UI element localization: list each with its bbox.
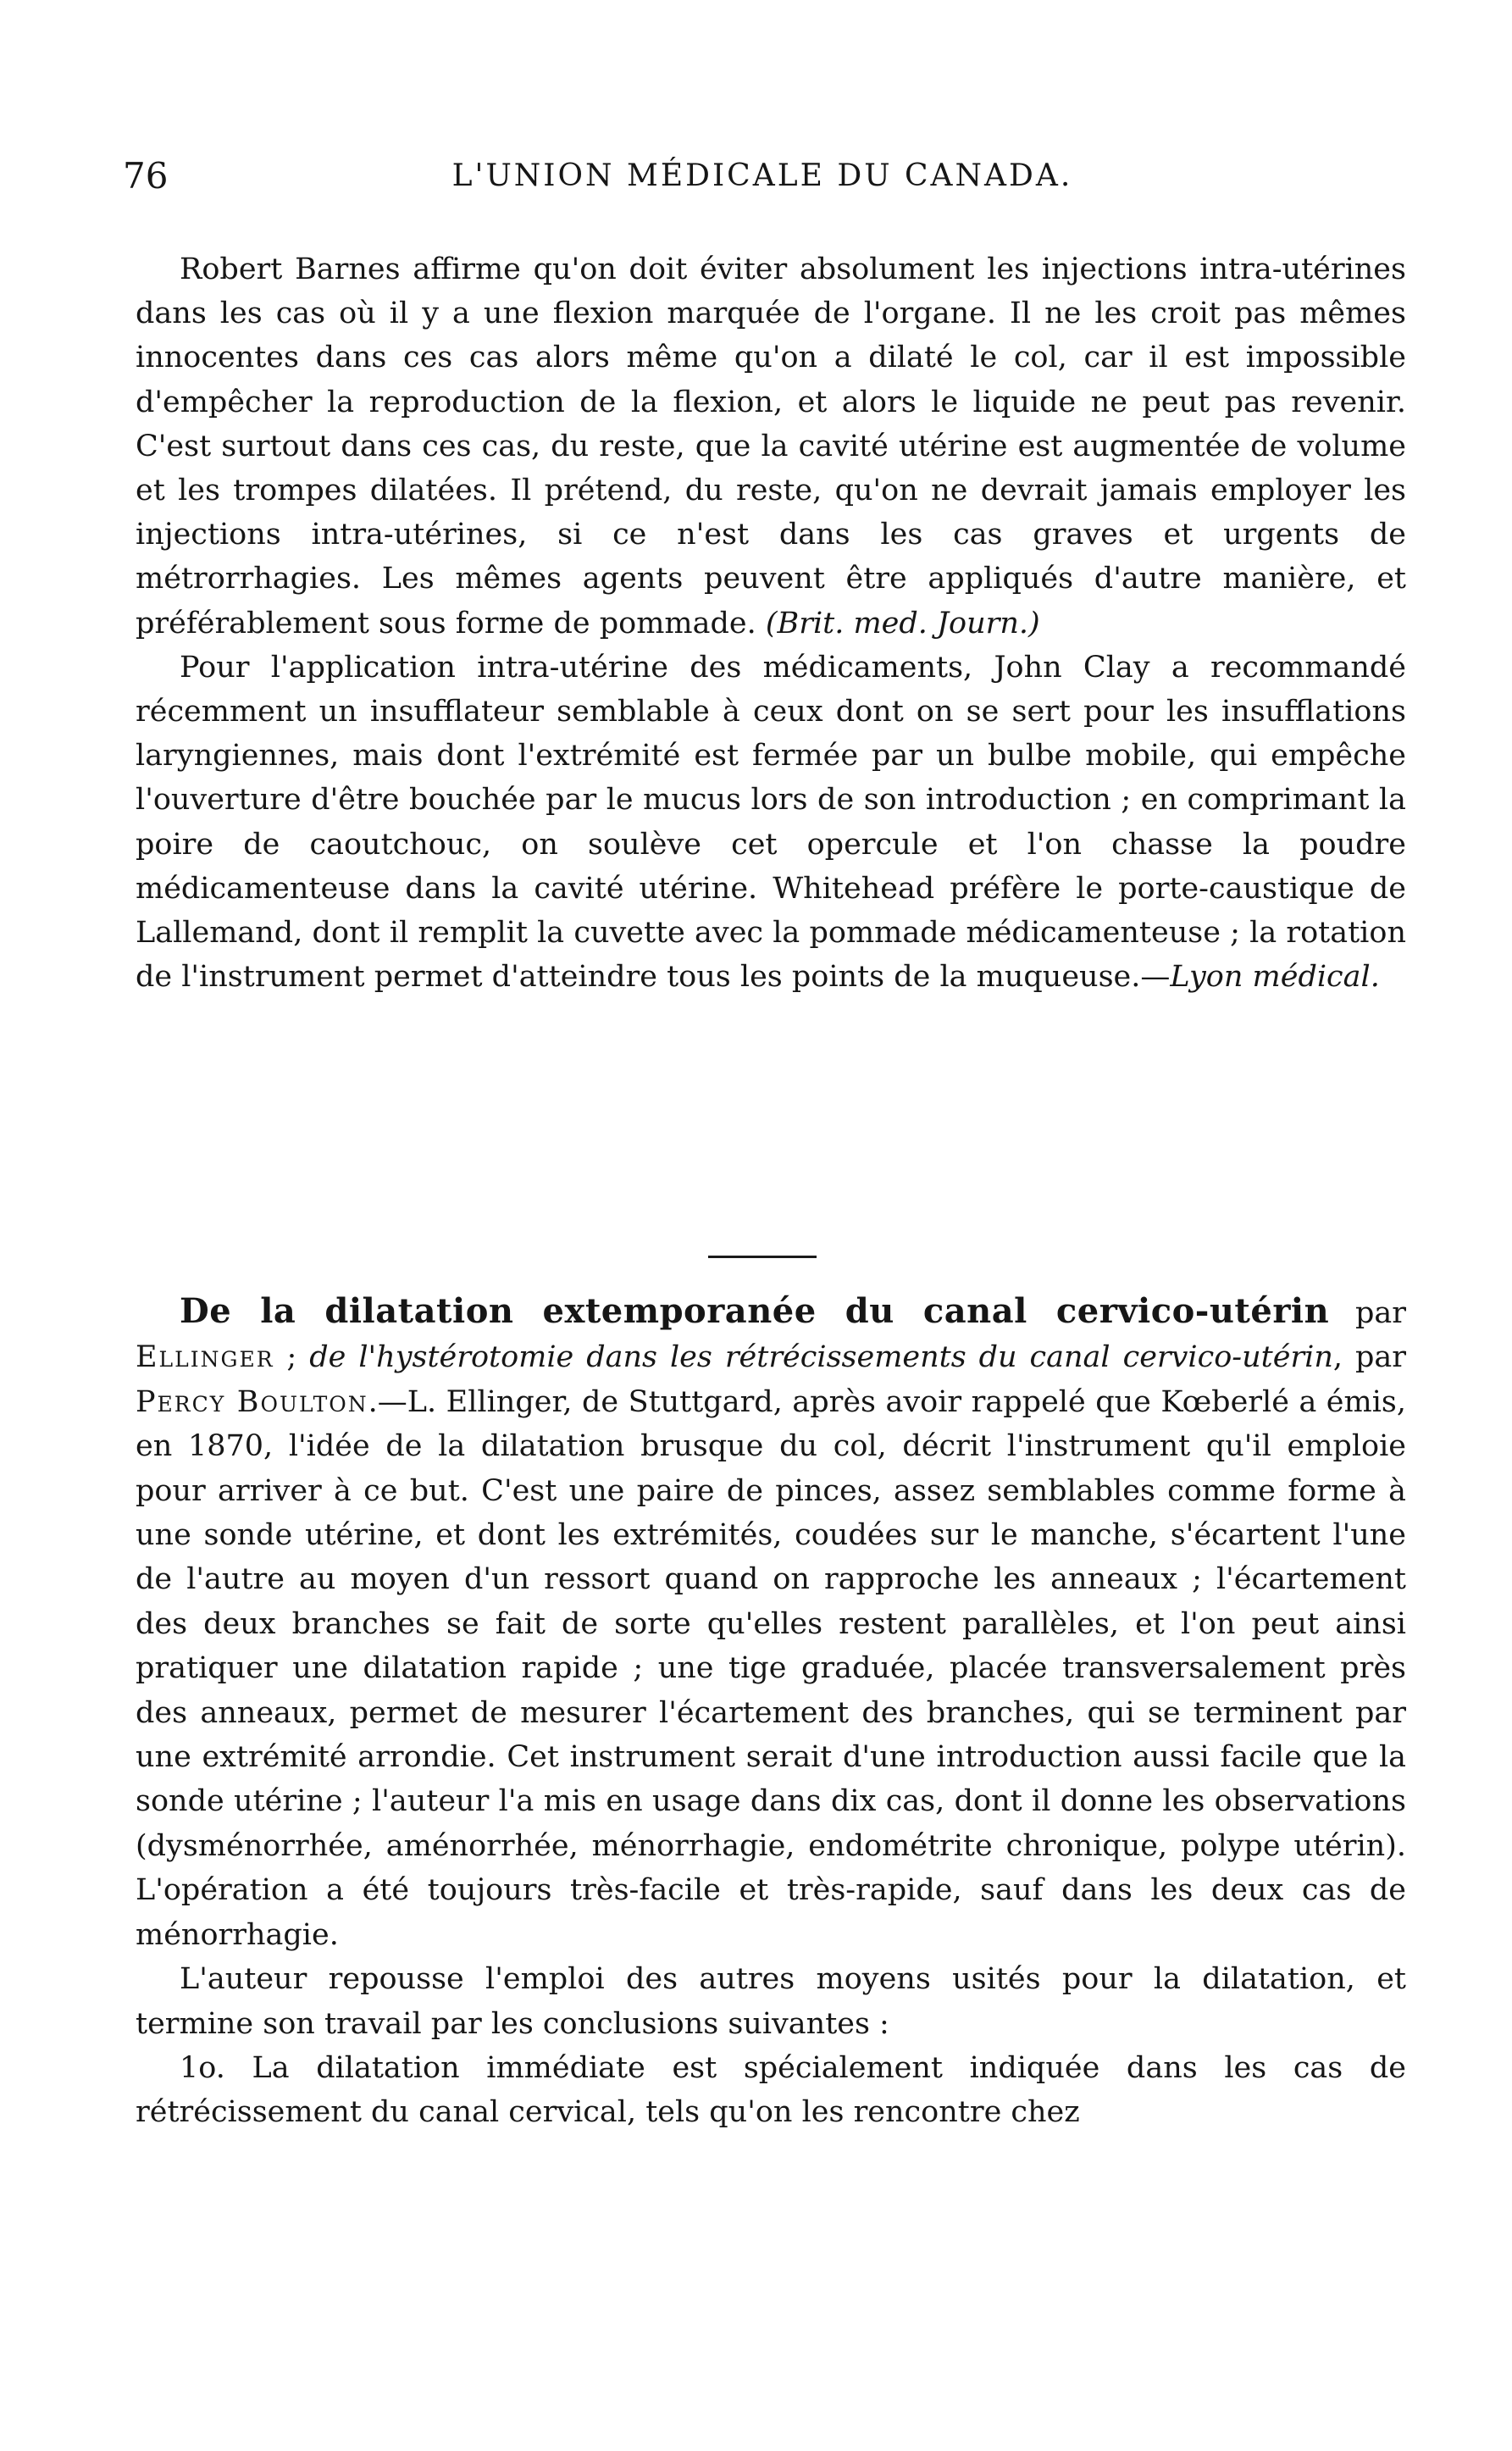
by-text: par [1329,1296,1406,1330]
article-subtitle: de l'hystérotomie dans les rétrécissements du canal cervico-utérin [309,1340,1333,1375]
paragraph-barnes-text: Robert Barnes affirme qu'on doit éviter absolument les injections intra-utérines dans les cas où il y a une flexion marquée de l'organe. Il ne les croit pas mêmes innocentes dans ces cas alors même qu'on a dilaté le col, car il est impossible d'empêcher la reproduction de la flexion, et alors le liquide ne peut pas revenir. C'est surtout dans ces cas, du reste, que la cavité utérine est augmentée de volume et les trompes dilatées. Il prétend, du reste, qu'on ne devrait jamais employer les injections intra-utérines, si ce n'est dans les cas graves et urgents de métrorrhagies. Les mêmes agents peuvent être appliqués d'autre manière, et préférablement sous forme de pommade. [136,252,1406,640]
article-title: De la dilatation extemporanée du canal cervico-utérin [180,1291,1330,1331]
source-citation: Lyon médical. [1170,960,1380,995]
article-dilatation [136,1289,1406,2135]
running-title: L'UNION MÉDICALE DU CANADA. [451,158,1073,193]
section-divider [708,1256,817,1258]
paragraph-dilatation-text: .—L. Ellinger, de Stuttgard, après avoir rappelé que Kœberlé a émis, en 1870, l'idée de la dilatation brusque du col, décrit l'instrument qu'il emploie pour arriver à ce but. C'est une paire de pinces, assez semblables comme forme à une sonde utérine, et dont les extrémités, coudées sur le manche, s'écartent l'une de l'autre au moyen d'un ressort quand on rapproche les anneaux ; l'écartement des deux branches se fait de sorte qu'elles restent parallèles, et l'on peut ainsi pratiquer une dilatation rapide ; une tige graduée, placée transversalement près des anneaux, permet de mesurer l'écartement des branches, qui se terminent par une extrémité arrondie. Cet instrument serait d'une introduction aussi facile que la sonde utérine ; l'auteur l'a mis en usage dans dix cas, dont il donne les observations (dysménorrhée, aménorrhée, ménorrhagie, endométrite chronique, polype utérin). L'opération a été toujours très-facile et très-rapide, sauf dans les deux cas de ménorrhagie. [136,1384,1406,1952]
page-number: 76 [123,155,169,197]
author-name: Percy Boulton [136,1384,368,1419]
paragraph-conclusions: L'auteur repousse l'emploi des autres moyens usités pour la dilatation, et termine son travail par les conclusions suivantes : [136,1962,1406,2041]
paragraph-clay-text: Pour l'application intra-utérine des médicaments, John Clay a recommandé récemment un insufflateur semblable à ceux dont on se sert pour les insufflations laryngiennes, mais dont l'extrémité est fermée par un bulbe mobile, qui empêche l'ouverture d'être bouchée par le mucus lors de son introduction ; en comprimant la poire de caoutchouc, on soulève cet opercule et l'on chasse la poudre médicamenteuse dans la cavité utérine. Whitehead préfère le porte-caustique de Lallemand, dont il remplit la cuvette avec la pommade médicamenteuse ; la rotation de l'instrument permet d'atteindre tous les points de la muqueuse.— [136,650,1406,995]
separator-text: ; [274,1340,310,1375]
source-citation: (Brit. med. Journ.) [765,606,1040,640]
paragraph-dilatation-intro [136,1289,1406,1957]
by-text: , par [1332,1340,1406,1375]
paragraph-clay [136,646,1406,1000]
conclusion-item: 1o. La dilatation immédiate est spécialement indiquée dans les cas de rétrécissement du canal cervical, tels qu'on les rencontre chez [136,2050,1406,2130]
paragraph-barnes [136,247,1406,646]
page-header [123,151,1402,202]
article-barnes-injections [136,247,1406,999]
author-name: Ellinger [136,1340,274,1375]
